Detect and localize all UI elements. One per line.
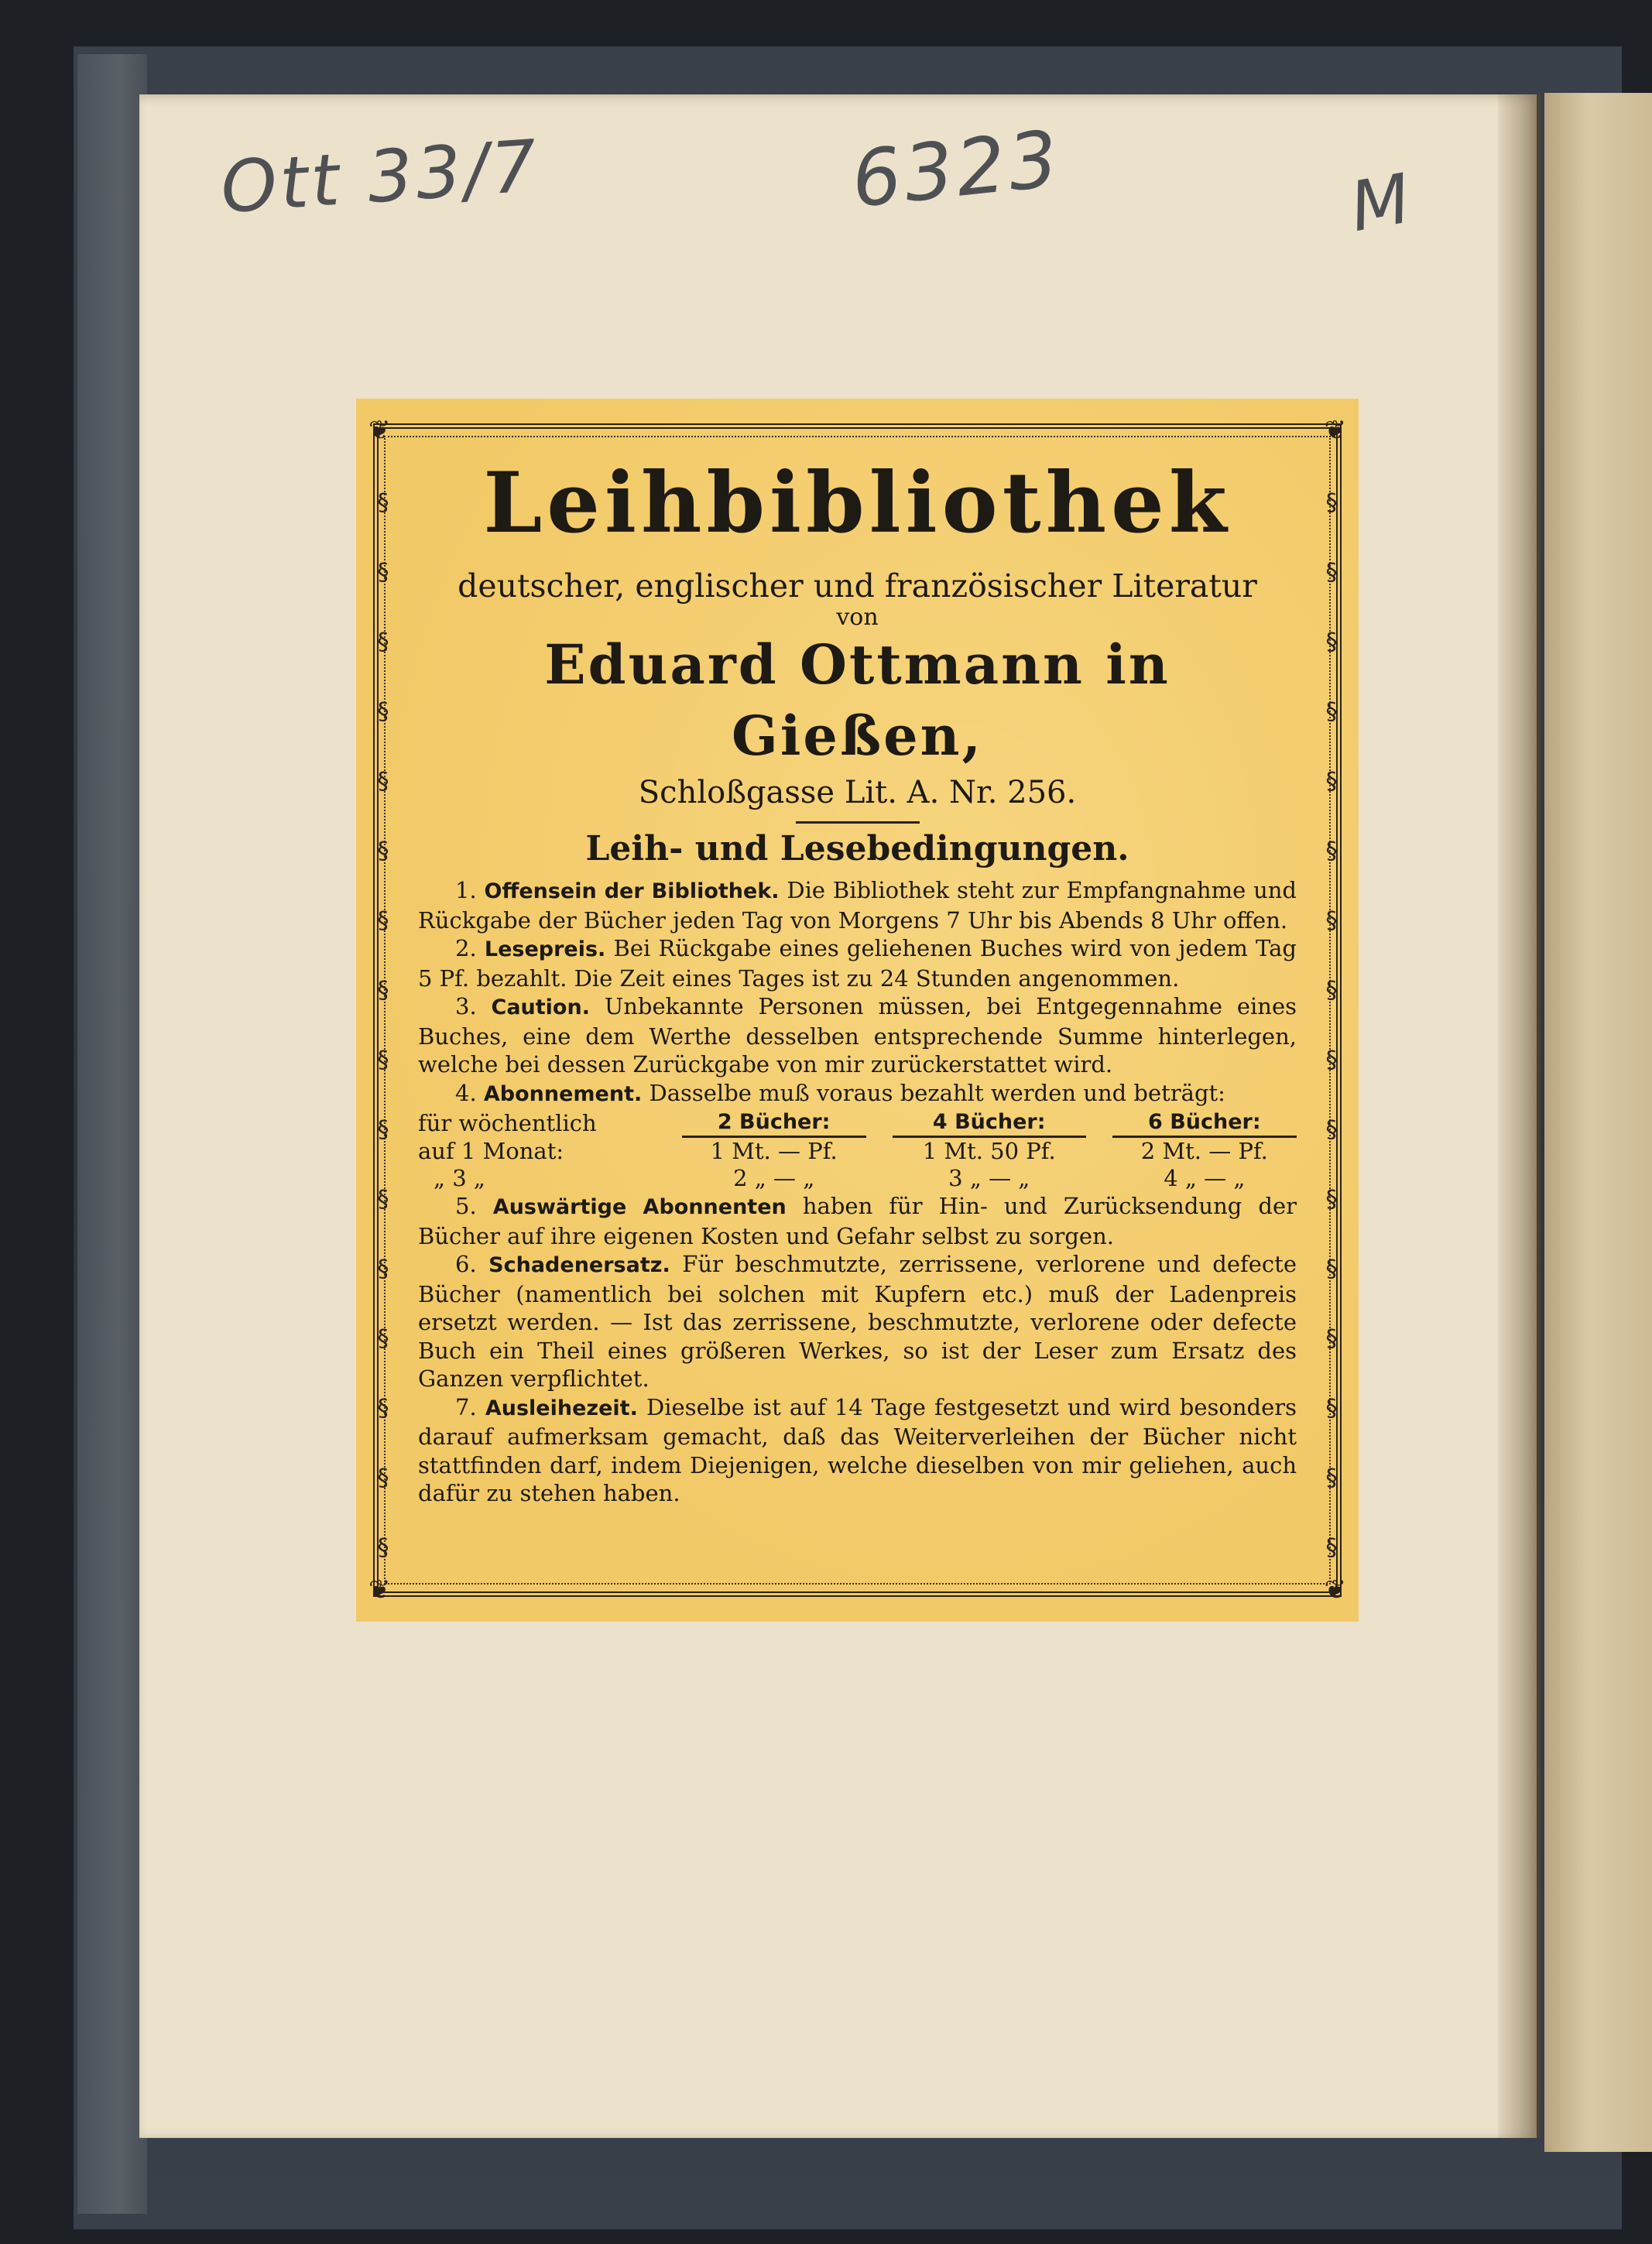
table-cell: „ 3 „ xyxy=(434,1165,485,1191)
condition-item: 3. Caution. Unbekannte Personen müssen, bei Entgegennahme eines Buches, eine dem Werthe desselben entsprechende Summe hinterlegen, welche bei dessen Zurückgabe von mir zurückerstattet wird. xyxy=(418,993,1297,1077)
label-address: Schloßgasse Lit. A. Nr. 256. xyxy=(638,775,1077,810)
corner-pencil-mark: M xyxy=(1344,157,1420,248)
column-header: 4 Bücher: xyxy=(893,1108,1086,1137)
table-cell: 2 Mt. — Pf. xyxy=(1140,1138,1268,1164)
condition-item: 6. Schadenersatz. Für beschmutzte, zerrissene, verlorene und defecte Bücher (namentlich bei solchen mit Kupfern etc.) muß der Ladenpreis ersetzt werden. — Ist das zerrissene, beschmutzte, verlorene oder defecte Buch ein Theil eines größeren Werkes, so ist der Leser zum Ersatz des Ganzen verpflichtet. xyxy=(418,1251,1297,1392)
page-gutter xyxy=(1498,94,1541,2138)
table-cell: 1 Mt. 50 Pf. xyxy=(922,1138,1056,1164)
table-cell: auf 1 Monat: xyxy=(418,1138,564,1164)
divider xyxy=(796,821,920,824)
corner-ornament-icon: ❦ xyxy=(368,1574,391,1605)
table-cell: 1 Mt. — Pf. xyxy=(710,1138,838,1164)
condition-item: 4. Abonnement. Dasselbe muß voraus bezahlt werden und beträgt: xyxy=(455,1079,1225,1106)
corner-ornament-icon: ❦ xyxy=(1324,1574,1346,1605)
label-von: von xyxy=(836,604,879,631)
table-row xyxy=(418,1165,1297,1192)
label-owner: Eduard Ottmann in Gießen, xyxy=(544,632,1170,768)
table-cell: 2 „ — „ xyxy=(733,1165,815,1191)
table-row xyxy=(418,1137,1297,1166)
condition-item: 5. Auswärtige Abonnenten haben für Hin- und Zurücksendung der Bücher auf ihre eigenen Kosten und Gefahr selbst zu sorgen. xyxy=(418,1193,1297,1249)
table-cell: für wöchentlich xyxy=(418,1109,597,1136)
side-scroll-ornament-icon: § § § § § § § § § § § § § § § § xyxy=(1325,489,1338,1561)
accession-number-pencil-note: 6323 xyxy=(847,113,1065,225)
side-scroll-ornament-icon: § § § § § § § § § § § § § § § § xyxy=(377,489,389,1561)
conditions-list xyxy=(418,876,1297,1508)
shelfmark-pencil-note: Ott 33/7 xyxy=(218,124,543,230)
subscription-price-table xyxy=(418,1108,1297,1192)
column-header: 2 Bücher: xyxy=(682,1108,866,1137)
label-title: Leihbibliothek xyxy=(483,454,1232,552)
condition-item: 1. Offensein der Bibliothek. Die Bibliothek steht zur Empfangnahme und Rückgabe der Bücher jeden Tag von Morgens 7 Uhr bis Abends 8 Uhr offen. xyxy=(418,877,1297,934)
conditions-heading: Leih- und Lesebedingungen. xyxy=(585,829,1129,868)
condition-item: 2. Lesepreis. Bei Rückgabe eines geliehenen Buches wird von jedem Tag 5 Pf. bezahlt. Die Zeit eines Tages ist zu 24 Stunden angenommen. xyxy=(418,935,1297,992)
label-content xyxy=(418,445,1297,1508)
cover-spine-edge xyxy=(77,54,147,2214)
table-cell: 4 „ — „ xyxy=(1164,1165,1246,1191)
facing-page-edge xyxy=(1544,93,1652,2152)
table-header-row xyxy=(418,1108,1297,1137)
corner-ornament-icon: ❦ xyxy=(1324,415,1346,446)
table-cell: 3 „ — „ xyxy=(948,1165,1030,1191)
condition-item: 7. Ausleihezeit. Dieselbe ist auf 14 Tage festgesetzt und wird besonders darauf aufmerksam gemacht, daß das Weiterverleihen der Bücher nicht stattfinden darf, indem Diejenigen, welche dieselben von mir geliehen, auch dafür zu stehen haben. xyxy=(418,1393,1297,1506)
library-label xyxy=(356,399,1359,1622)
column-header: 6 Bücher: xyxy=(1112,1108,1297,1137)
corner-ornament-icon: ❦ xyxy=(368,415,391,446)
label-subtitle: deutscher, englischer und französischer Literatur xyxy=(458,567,1257,605)
